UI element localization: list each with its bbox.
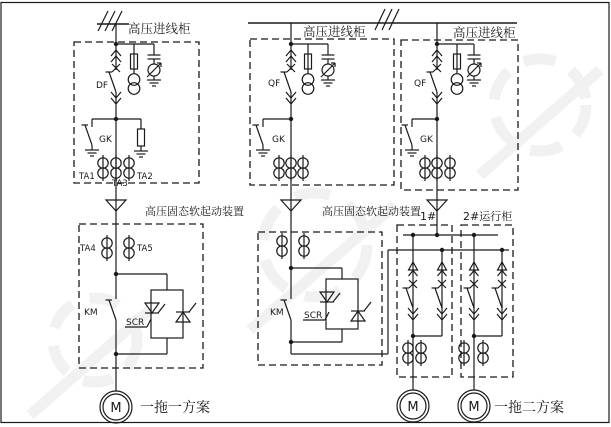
qf2-label: QF bbox=[268, 79, 281, 89]
incoming-cabinet-2 bbox=[250, 23, 394, 232]
ground-icon bbox=[256, 150, 270, 156]
drawout-switch bbox=[403, 288, 414, 308]
ta3-label: TA3 bbox=[112, 179, 128, 189]
ct-icon bbox=[299, 233, 309, 259]
ct-icon bbox=[420, 155, 430, 181]
qf-breaker-switch bbox=[281, 72, 292, 92]
run1-title: 1# bbox=[420, 210, 437, 223]
arrester-lamp-icon bbox=[467, 59, 481, 80]
gk2-label: GK bbox=[272, 135, 285, 145]
ct-icon bbox=[111, 155, 121, 181]
thyristor-icon bbox=[351, 302, 371, 321]
ta1-label: TA1 bbox=[79, 172, 95, 182]
ta4-label: TA4 bbox=[80, 244, 96, 254]
ct-icon bbox=[124, 235, 134, 261]
cabinet3-title: 高压进线柜 bbox=[453, 25, 516, 40]
capacitor-icon bbox=[148, 55, 161, 59]
gk1-label: GK bbox=[99, 135, 112, 145]
ground-icon bbox=[321, 80, 335, 86]
ct-icon bbox=[124, 155, 134, 181]
gk-earth-switch bbox=[253, 125, 264, 145]
scr1-label: SCR bbox=[126, 318, 145, 328]
ta2-label: TA2 bbox=[137, 172, 153, 182]
voltage-transformer-icon bbox=[128, 74, 140, 95]
fuse-icon bbox=[131, 50, 138, 74]
ct-icon bbox=[102, 235, 112, 261]
ground-icon bbox=[85, 150, 99, 156]
drawout-switch bbox=[492, 288, 503, 308]
cabinet1-title: 高压进线柜 bbox=[128, 21, 191, 36]
arrester-lamp-icon bbox=[147, 59, 161, 80]
gk-earth-switch bbox=[82, 125, 93, 145]
capacitor-icon bbox=[468, 55, 481, 59]
capacitor-icon bbox=[322, 55, 335, 59]
motor2-label: M bbox=[407, 400, 419, 415]
ta5-label: TA5 bbox=[137, 244, 153, 254]
ground-icon bbox=[405, 150, 419, 156]
fuse-icon bbox=[305, 50, 312, 74]
ground-icon bbox=[467, 80, 481, 86]
ground-icon bbox=[134, 151, 148, 157]
ct-icon bbox=[98, 155, 108, 181]
km2-label: KM bbox=[270, 308, 284, 318]
qf3-label: QF bbox=[414, 79, 427, 89]
motor-2 bbox=[397, 390, 429, 422]
drawout-switch bbox=[432, 288, 443, 308]
scheme1-label: 一拖一方案 bbox=[140, 400, 210, 416]
ct-icon bbox=[445, 155, 455, 181]
drawout-switch bbox=[464, 288, 475, 308]
km1-label: KM bbox=[84, 308, 98, 318]
df-label: DF bbox=[96, 81, 109, 91]
arrester-icon bbox=[138, 129, 145, 146]
run1-starter-branch bbox=[411, 250, 447, 338]
motor3-label: M bbox=[468, 400, 480, 415]
arrester-lamp-icon bbox=[321, 59, 335, 80]
ground-icon bbox=[147, 80, 161, 86]
run2-motor-feed bbox=[459, 336, 488, 390]
run-cabinet-buses bbox=[388, 233, 509, 252]
ct-icon bbox=[478, 340, 488, 366]
ct-icon bbox=[403, 340, 413, 366]
gk-earth-switch bbox=[402, 125, 413, 145]
ct-icon bbox=[274, 155, 284, 181]
run1-motor-feed bbox=[403, 336, 426, 390]
voltage-transformer-icon bbox=[451, 74, 463, 95]
thyristor-icon bbox=[176, 303, 196, 322]
ct-icon bbox=[286, 155, 296, 181]
scheme2-label: 一拖二方案 bbox=[494, 400, 564, 416]
motor-3 bbox=[458, 390, 490, 422]
starter1-title: 高压固态软起动装置 bbox=[145, 205, 244, 218]
ct-icon bbox=[277, 233, 287, 259]
scr2-label: SCR bbox=[304, 311, 323, 321]
gk3-label: GK bbox=[420, 135, 433, 145]
incoming-cabinet-1 bbox=[74, 21, 199, 224]
cabinet2-title: 高压进线柜 bbox=[303, 24, 366, 39]
starter2-title: 高压固态软起动装置 bbox=[322, 205, 421, 218]
ct-icon bbox=[416, 340, 426, 366]
ct-icon bbox=[432, 155, 442, 181]
fuse-icon bbox=[454, 50, 461, 74]
ct-icon bbox=[298, 155, 308, 181]
supply-bus-1 bbox=[97, 11, 129, 31]
run2-starter-branch bbox=[472, 250, 507, 338]
qf-breaker-switch bbox=[427, 72, 438, 92]
motor1-label: M bbox=[110, 401, 122, 416]
voltage-transformer-icon bbox=[302, 74, 314, 95]
motor-1 bbox=[100, 391, 132, 423]
run2-title: 2#运行柜 bbox=[463, 210, 513, 223]
